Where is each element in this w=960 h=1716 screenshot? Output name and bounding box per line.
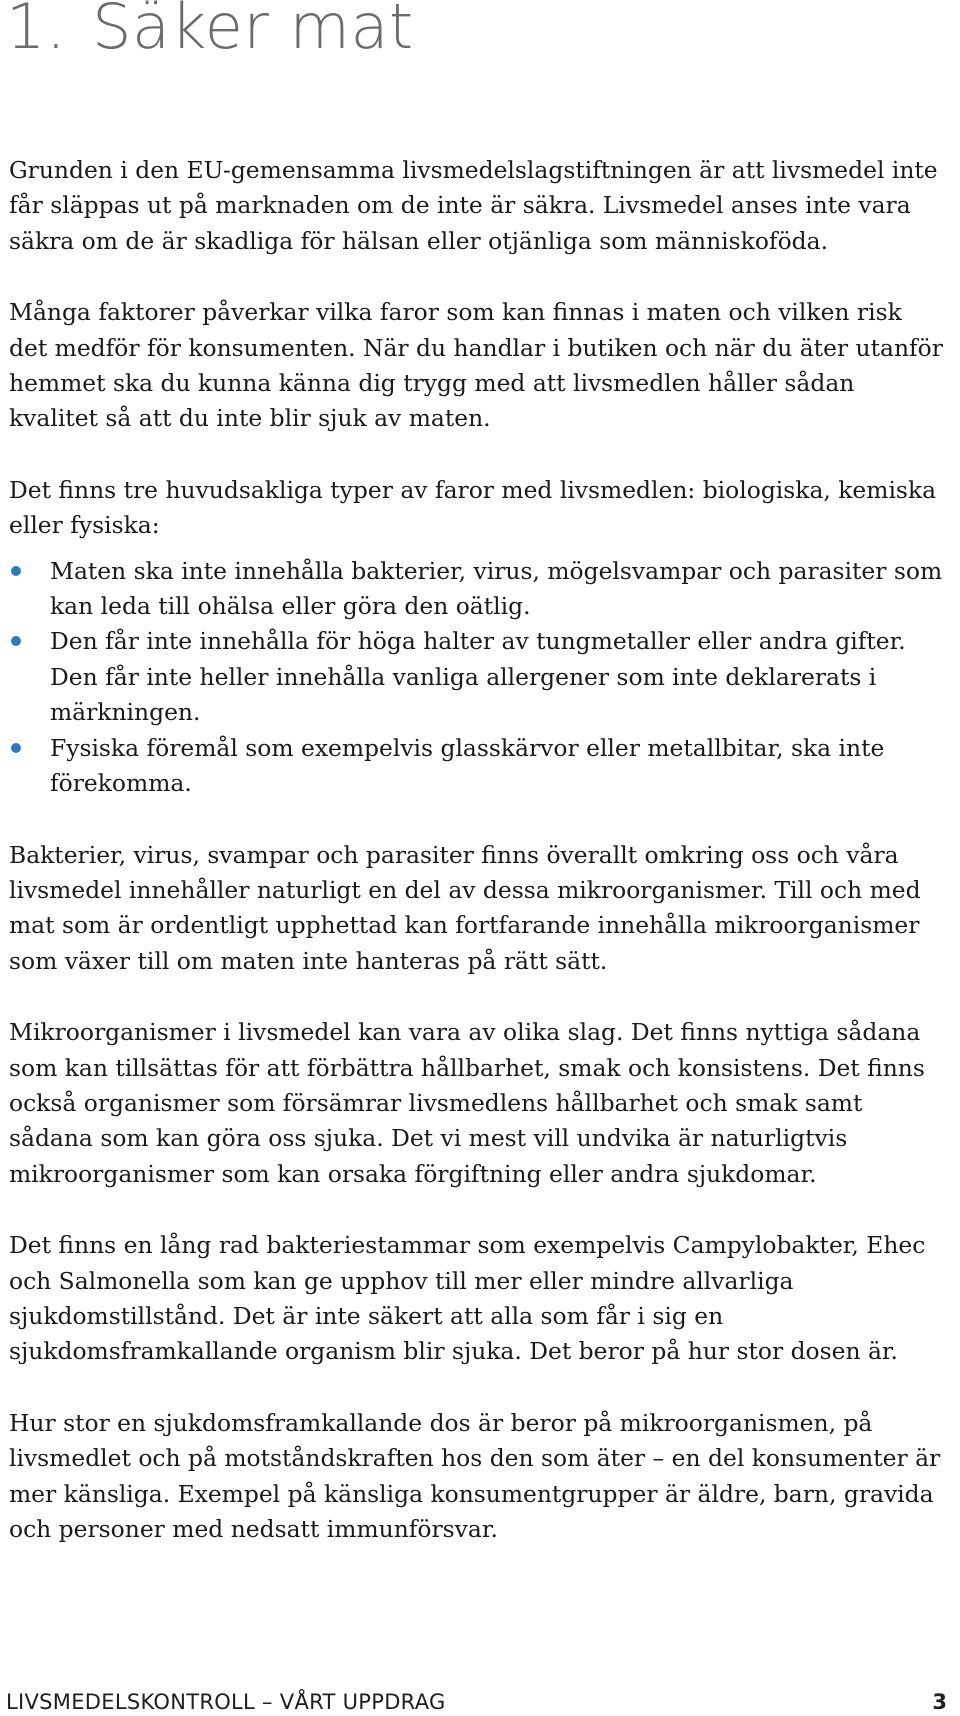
list-item bbox=[9, 731, 944, 802]
page-title bbox=[6, 0, 414, 63]
bullet-dot-icon bbox=[11, 636, 21, 646]
paragraph-intro: Grunden i den EU-gemensamma livsmedelslagstiftningen är att livsmedel inte får släppas ut på marknaden om de inte är säkra. Livsmedel anses inte vara säkra om de är skadliga för hälsan eller otjänliga som människoföda. bbox=[9, 156, 938, 255]
page-number: 3 bbox=[932, 1690, 947, 1714]
list-item bbox=[9, 554, 944, 625]
page-footer bbox=[0, 1690, 947, 1716]
paragraph-bacteria-strains: Det finns en lång rad bakteriestammar som exempelvis Campylobakter, Ehec och Salmonella som kan ge upphov till mer eller mindre allvarliga sjukdomstillstånd. Det är inte säkert att alla som får i sig en sjukdomsframkallande organism blir sjuka. Det beror på hur stor dosen är. bbox=[9, 1231, 926, 1366]
running-head: LIVSMEDELSKONTROLL – VÅRT UPPDRAG bbox=[6, 1690, 446, 1714]
list-item-text: Fysiska föremål som exempelvis glasskärvor eller metallbitar, ska inte förekomma. bbox=[50, 733, 885, 798]
list-item-text: Den får inte innehålla för höga halter av tungmetaller eller andra gifter. Den får inte heller innehålla vanliga allergener som inte deklarerats i märkningen. bbox=[50, 627, 906, 727]
section-title: Säker mat bbox=[92, 0, 414, 63]
paragraph-factors: Många faktorer påverkar vilka faror som kan finnas i maten och vilken risk det medför för konsumenten. När du handlar i butiken och när du äter utanför hemmet ska du kunna känna dig trygg med att livsmedlen håller sådan kvalitet så att du inte blir sjuk av maten. bbox=[9, 298, 943, 433]
section-number: 1. bbox=[6, 0, 67, 63]
body-text bbox=[9, 153, 944, 1583]
hazard-list bbox=[9, 554, 944, 802]
list-item bbox=[9, 624, 944, 730]
paragraph-hazard-types: Det finns tre huvudsakliga typer av faror med livsmedlen: biologiska, kemiska eller fysiska: bbox=[9, 475, 937, 540]
paragraph-microorganisms: Bakterier, virus, svampar och parasiter finns överallt omkring oss och våra livsmedel innehåller naturligt en del av dessa mikroorganismer. Till och med mat som är ordentligt upphettad kan fortfarande innehålla mikroorganismer som växer till om maten inte hanteras på rätt sätt. bbox=[9, 840, 921, 975]
list-item-text: Maten ska inte innehålla bakterier, virus, mögelsvampar och parasiter som kan leda till ohälsa eller göra den oätlig. bbox=[50, 556, 943, 621]
bullet-dot-icon bbox=[11, 566, 21, 576]
bullet-dot-icon bbox=[11, 743, 21, 753]
paragraph-types: Mikroorganismer i livsmedel kan vara av olika slag. Det finns nyttiga sådana som kan tillsättas för att förbättra hållbarhet, smak och konsistens. Det finns också organismer som försämrar livsmedlens hållbarhet och smak samt sådana som kan göra oss sjuka. Det vi mest vill undvika är naturligtvis mikroorganismer som kan orsaka förgiftning eller andra sjukdomar. bbox=[9, 1018, 925, 1188]
paragraph-dose: Hur stor en sjukdomsframkallande dos är beror på mikroorganismen, på livsmedlet och på motståndskraften hos den som äter – en del konsumenter är mer känsliga. Exempel på känsliga konsumentgrupper är äldre, barn, gravida och personer med nedsatt immunförsvar. bbox=[9, 1408, 941, 1543]
